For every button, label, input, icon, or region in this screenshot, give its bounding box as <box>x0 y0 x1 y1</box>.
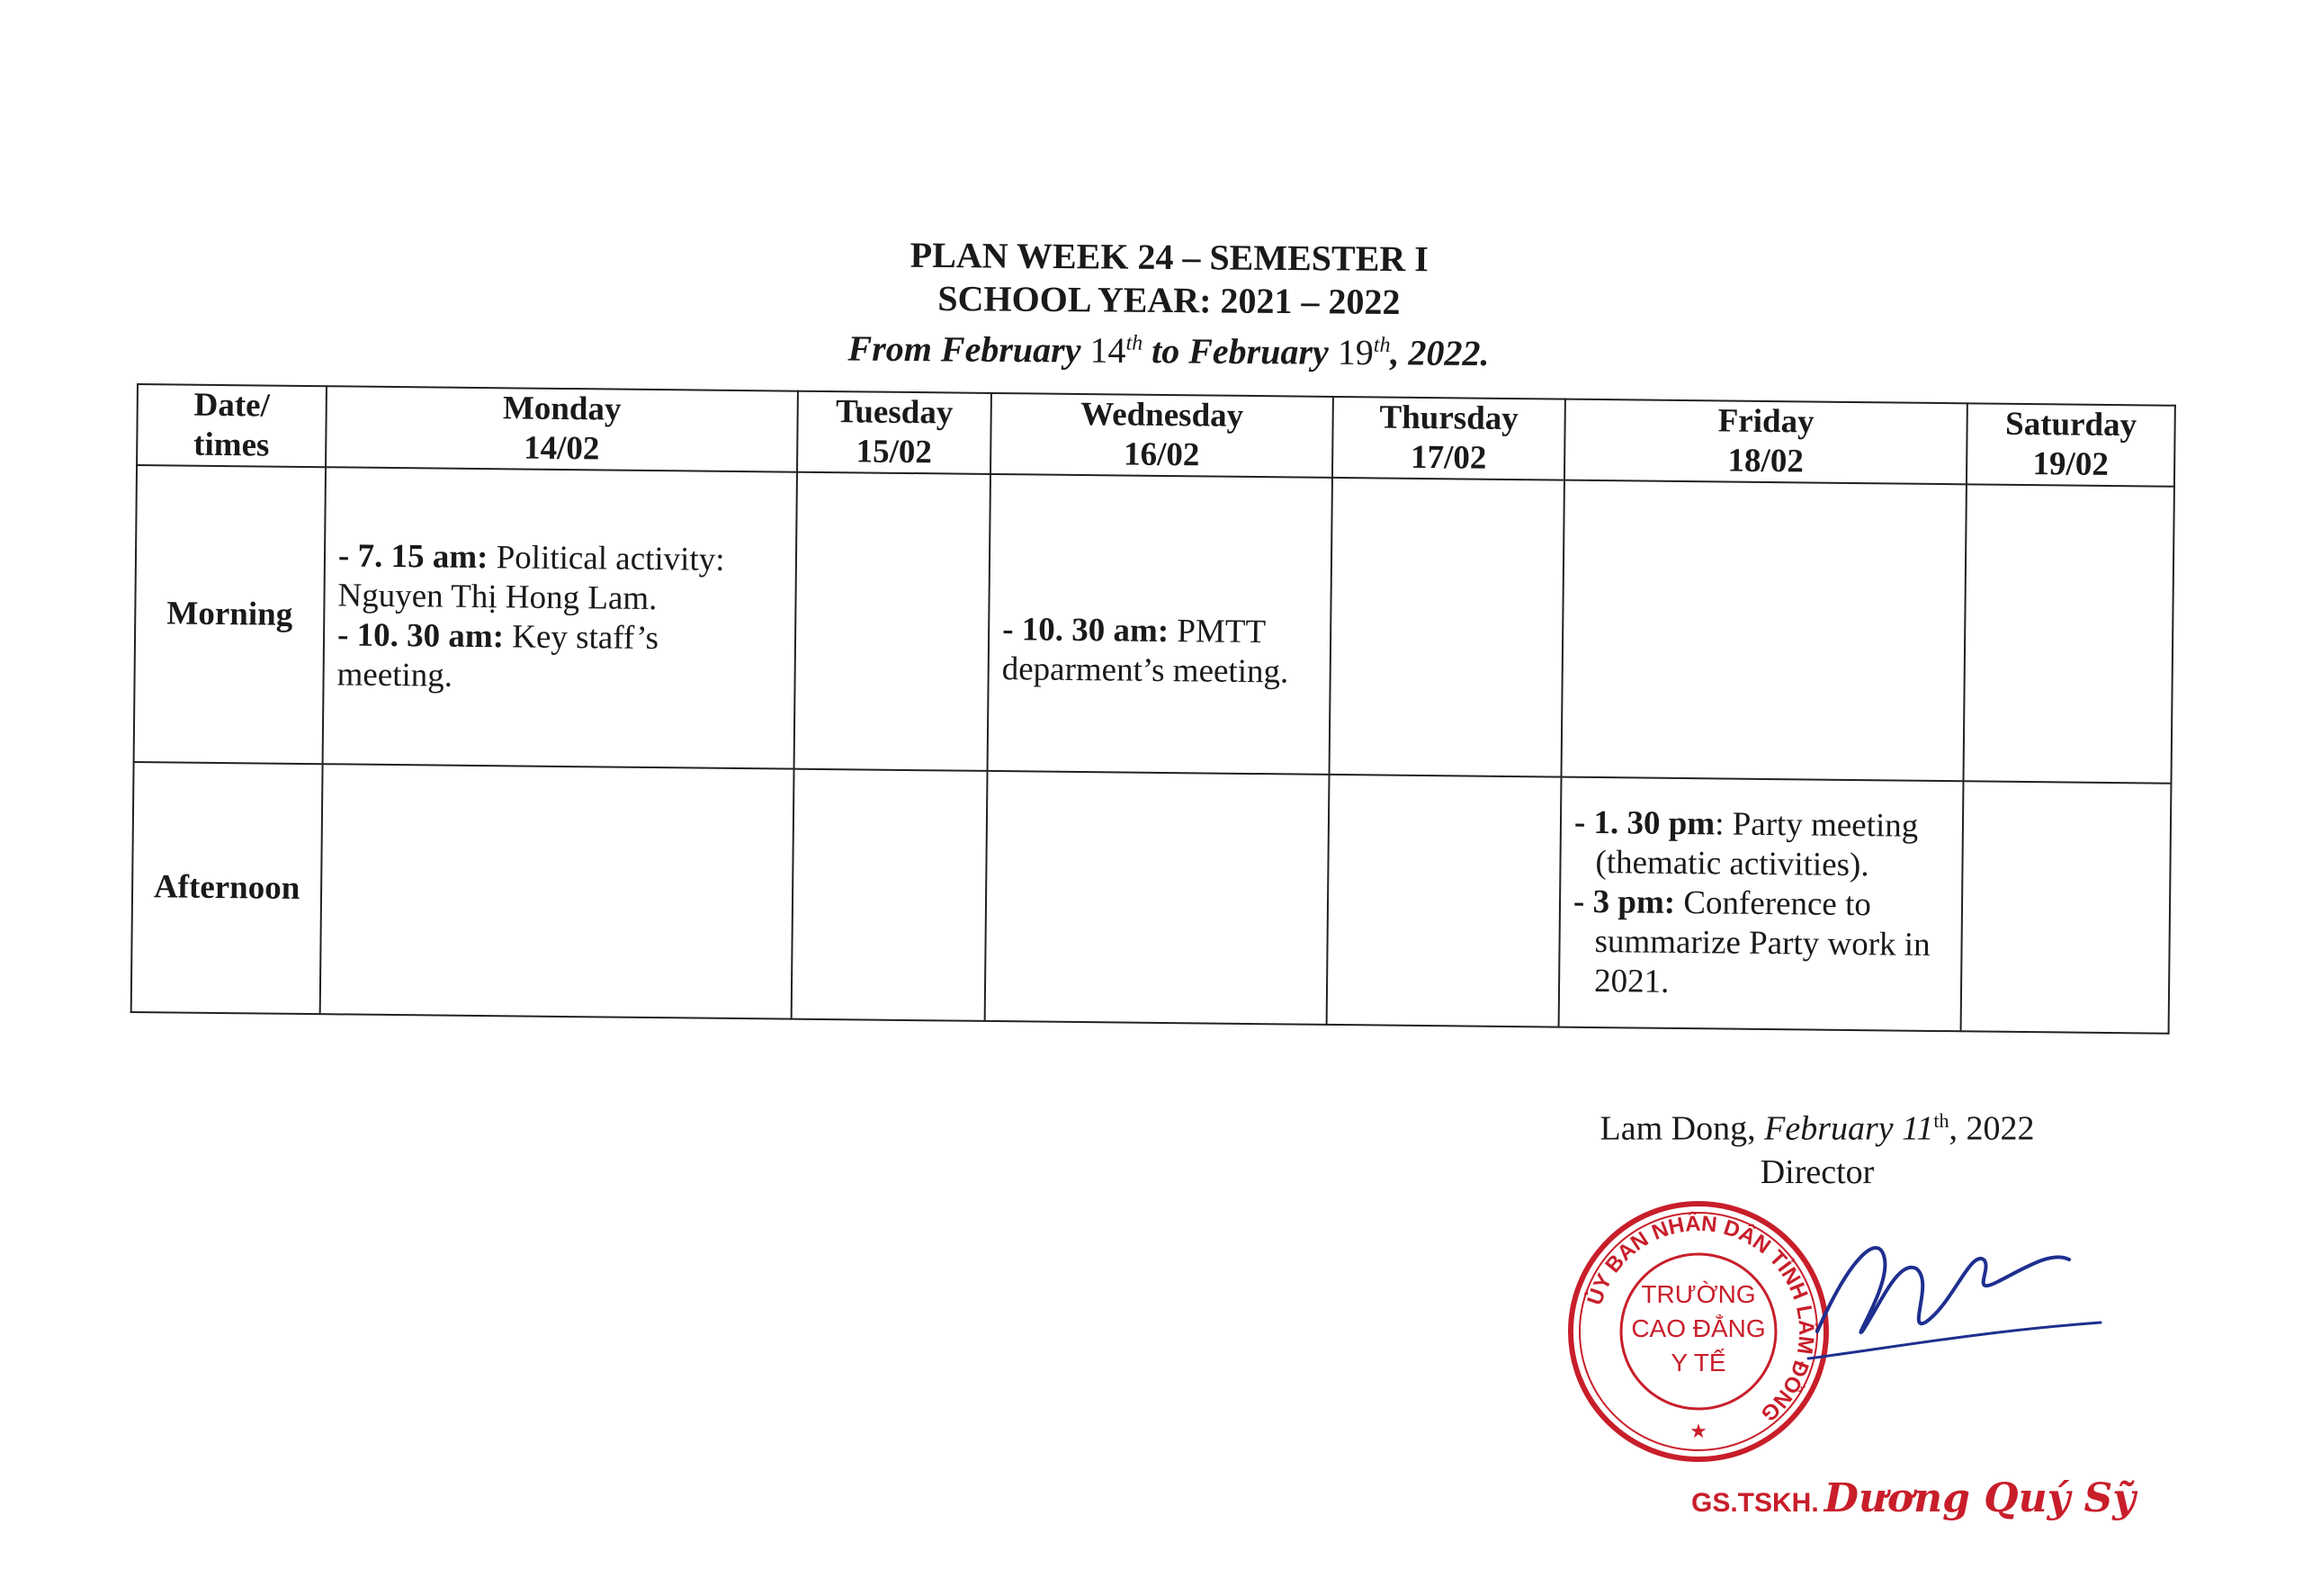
day-name: Monday <box>502 390 622 428</box>
cell-afternoon-friday <box>1559 777 1964 1032</box>
range-year: , 2022. <box>1390 332 1490 374</box>
corner-line2: times <box>193 426 270 464</box>
cell-afternoon-thursday <box>1327 775 1562 1027</box>
row-label-morning: Morning <box>134 465 326 764</box>
signer-script-name: Dương Quý Sỹ <box>1824 1475 2136 1521</box>
cell-afternoon-saturday <box>1961 781 2172 1033</box>
svg-text:TRƯỜNG: TRƯỜNG <box>1641 1280 1756 1308</box>
event-text: Political activity: Nguyen Thị Hong Lam. <box>337 539 725 618</box>
day-header-tuesday <box>797 391 991 474</box>
range-end-sup: th <box>1373 333 1391 357</box>
day-name: Tuesday <box>835 393 954 432</box>
event-time: - 1. 30 pm <box>1573 803 1716 843</box>
schedule-table <box>130 383 2176 1035</box>
corner-line1: Date/ <box>193 386 271 425</box>
day-header-friday <box>1564 399 1967 485</box>
range-start-day: 14 <box>1089 329 1126 371</box>
table-row-morning <box>134 465 2174 784</box>
svg-text:CAO ĐẲNG: CAO ĐẲNG <box>1631 1314 1766 1342</box>
event-text: Key staff’s meeting. <box>336 618 659 695</box>
date-range <box>584 318 1753 378</box>
signature-date-month: February 11 <box>1764 1109 1934 1148</box>
event-time: - 3 pm: <box>1573 883 1676 921</box>
svg-text:ỦY BAN NHÂN DÂN TỈNH LÂM ĐỒNG: ỦY BAN NHÂN DÂN TỈNH LÂM ĐỒNG <box>1582 1211 1819 1427</box>
day-name: Thursday <box>1379 399 1519 438</box>
day-date: 15/02 <box>856 433 933 471</box>
event-time: - 10. 30 am: <box>336 616 505 656</box>
signature-date-year: , 2022 <box>1949 1109 2035 1148</box>
day-name: Wednesday <box>1080 395 1244 435</box>
schedule-table-wrapper <box>130 383 2174 1035</box>
event-text: PMTT depar​ment’s meeting. <box>1001 613 1289 691</box>
row-label-afternoon: Afternoon <box>131 762 323 1014</box>
range-start-sup: th <box>1125 331 1143 355</box>
cell-afternoon-wednesday <box>985 771 1330 1025</box>
signature-role: Director <box>1760 1152 1875 1191</box>
day-header-saturday <box>1967 403 2175 486</box>
range-to: to February <box>1151 330 1329 372</box>
signature-date <box>1565 1099 2069 1151</box>
cell-afternoon-tuesday <box>792 769 988 1021</box>
event-text: : Party meeting (thematic activities). <box>1595 805 1919 884</box>
cell-morning-monday <box>323 467 797 768</box>
corner-header <box>137 384 327 467</box>
day-date: 14/02 <box>523 429 600 468</box>
event-time: - 10. 30 am: <box>1001 611 1169 650</box>
event-item <box>1573 883 1949 1005</box>
cell-morning-thursday <box>1330 478 1564 777</box>
signature-date-sup: th <box>1933 1109 1949 1132</box>
day-date: 19/02 <box>2032 445 2110 483</box>
svg-text:Y TẾ: Y TẾ <box>1671 1349 1726 1376</box>
svg-text:★: ★ <box>1689 1420 1707 1442</box>
event-item <box>1001 610 1317 693</box>
day-name: Friday <box>1717 402 1815 441</box>
event-item <box>337 536 783 620</box>
cell-morning-friday <box>1562 480 1967 782</box>
day-header-wednesday <box>990 393 1333 478</box>
day-date: 17/02 <box>1410 438 1487 477</box>
event-item <box>1573 803 1949 886</box>
day-name: Saturday <box>2004 405 2137 444</box>
signer-title: GS.TSKH. <box>1691 1488 1819 1518</box>
event-time: - 7. 15 am: <box>337 537 488 577</box>
plan-header <box>584 231 1754 378</box>
cell-morning-wednesday <box>988 474 1332 775</box>
day-header-monday <box>326 386 798 471</box>
event-item <box>336 615 782 699</box>
cell-afternoon-monday <box>320 764 794 1018</box>
cell-morning-tuesday <box>794 472 990 771</box>
school-year: SCHOOL YEAR: 2021 – 2022 <box>937 277 1401 323</box>
plan-title: PLAN WEEK 24 – SEMESTER I <box>910 234 1429 280</box>
day-header-thursday <box>1332 397 1565 480</box>
signature-block <box>1565 1099 2069 1194</box>
table-row-afternoon <box>131 762 2172 1034</box>
day-date: 18/02 <box>1727 442 1805 480</box>
signature-place: Lam Dong, <box>1600 1109 1756 1148</box>
day-date: 16/02 <box>1123 435 1200 474</box>
signer-name <box>1691 1475 2136 1521</box>
range-from: From February <box>847 327 1081 371</box>
cell-morning-saturday <box>1963 484 2173 783</box>
official-seal-stamp <box>1564 1197 1833 1466</box>
event-text: Conference to summarize Party work in 2021. <box>1593 883 1931 1000</box>
range-end-day: 19 <box>1337 331 1374 373</box>
handwritten-signature <box>1799 1197 2105 1376</box>
